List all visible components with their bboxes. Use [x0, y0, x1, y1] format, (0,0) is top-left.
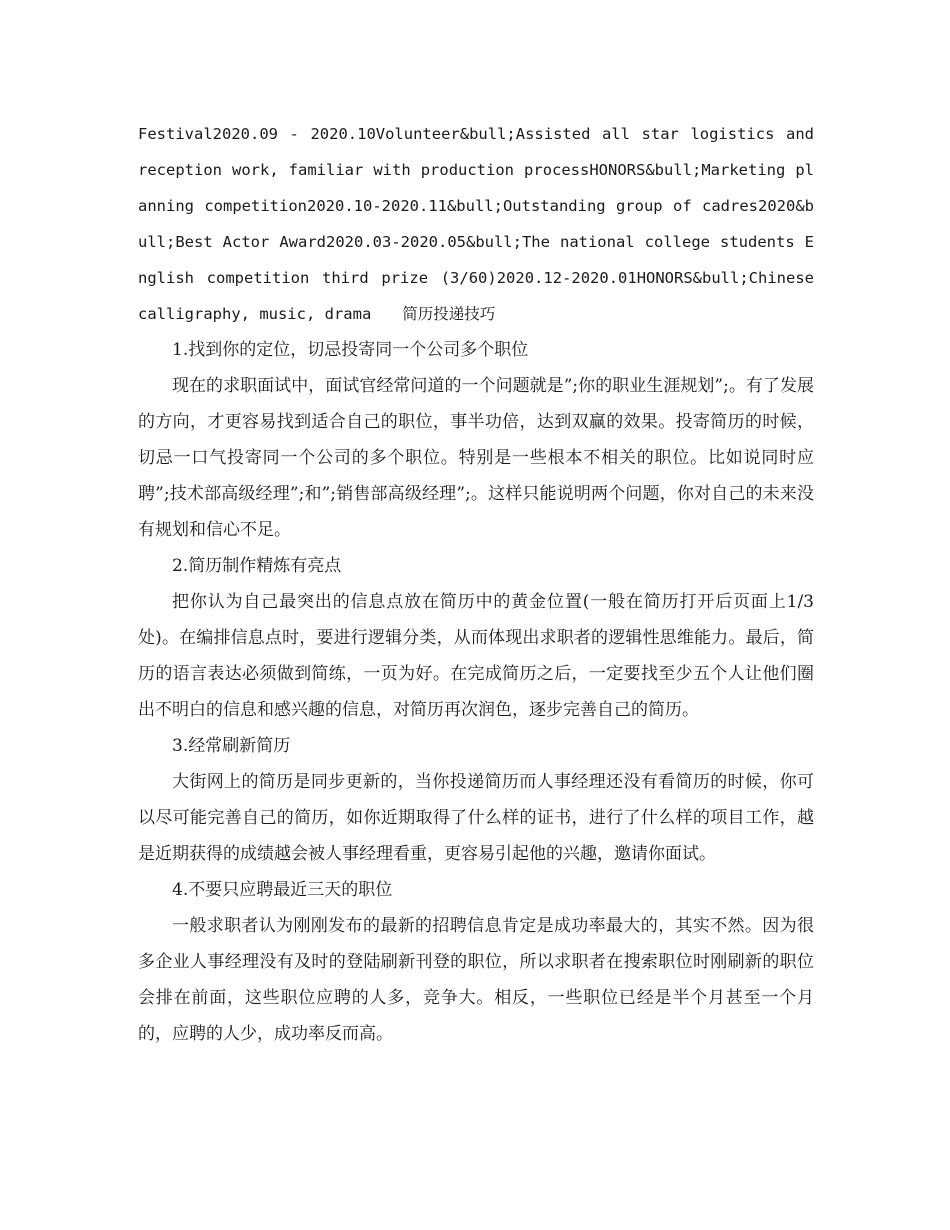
- section-heading-4: 4.不要只应聘最近三天的职位: [172, 880, 393, 900]
- section-heading-1: 1.找到你的定位，切忌投寄同一个公司多个职位: [172, 340, 529, 360]
- document-page: [138, 116, 814, 1052]
- section-paragraph-4: 一般求职者认为刚刚发布的最新的招聘信息肯定是成功率最大的，其实不然。因为很多企业人事经理没有及时的登陆刷新刊登的职位，所以求职者在搜索职位时刚刷新的职位会排在前面，这些职位应聘的人多，竞争大。相反，一些职位已经是半个月甚至一个月的，应聘的人少，成功率反而高。: [138, 916, 814, 1044]
- section-paragraph-3: 大街网上的简历是同步更新的，当你投递简历而人事经理还没有看简历的时候，你可以尽可能完善自己的简历，如你近期取得了什么样的证书，进行了什么样的项目工作，越是近期获得的成绩越会被人事经理看重，更容易引起他的兴趣，邀请你面试。: [138, 772, 814, 864]
- section-heading-2: 2.简历制作精炼有亮点: [172, 556, 342, 576]
- intro-text: Festival2020.09 - 2020.10Volunteer&bull;Assisted all star logistics and reception work, familiar with production processHONORS&bull;Marketing planning competition2020.10-2020.11&bull;Outstanding group of cadres2020&bull;Best Actor Award2020.03-2020.05&bull;The national college students English competition third prize (3/60)2020.12-2020.01HONORS&bull;Chinese calligraphy, music, drama 简历投递技巧: [138, 125, 814, 323]
- section-heading-3: 3.经常刷新简历: [172, 736, 291, 756]
- section-paragraph-2: 把你认为自己最突出的信息点放在简历中的黄金位置(一般在简历打开后页面上1/3处)。在编排信息点时，要进行逻辑分类，从而体现出求职者的逻辑性思维能力。最后，简历的语言表达必须做到简练，一页为好。在完成简历之后，一定要找至少五个人让他们圈出不明白的信息和感兴趣的信息，对简历再次润色，逐步完善自己的简历。: [138, 592, 814, 720]
- section-paragraph-1: 现在的求职面试中，面试官经常问道的一个问题就是”;你的职业生涯规划”;。有了发展的方向，才更容易找到适合自己的职位，事半功倍，达到双赢的效果。投寄简历的时候，切忌一口气投寄同一个公司的多个职位。特别是一些根本不相关的职位。比如说同时应聘”;技术部高级经理”;和”;销售部高级经理”;。这样只能说明两个问题，你对自己的未来没有规划和信心不足。: [138, 376, 814, 540]
